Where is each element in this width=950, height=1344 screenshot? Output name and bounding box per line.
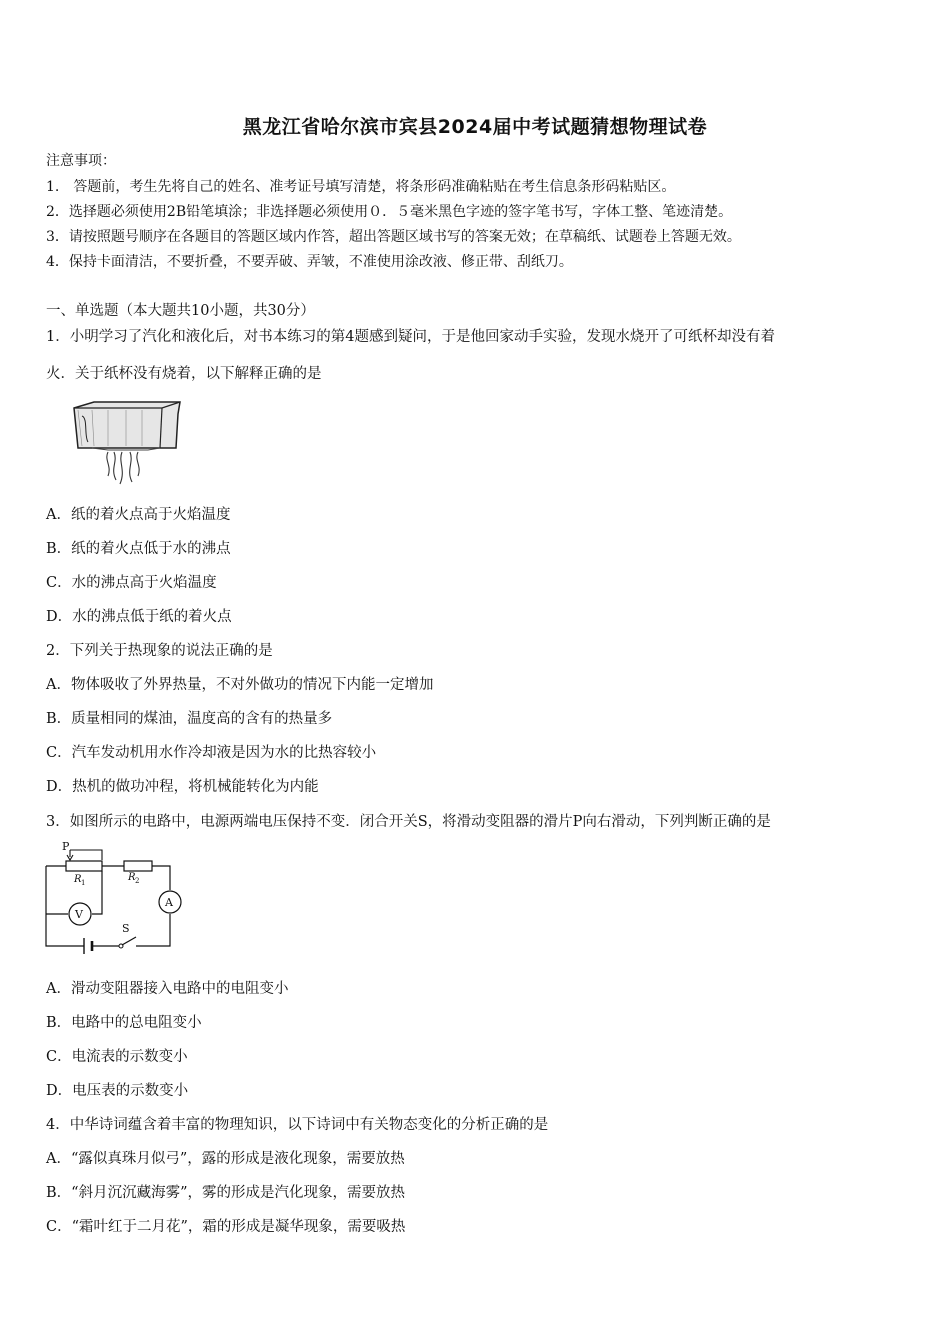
q1-option-a: A．纸的着火点高于火焰温度	[46, 507, 231, 523]
q1-stem-line2: 火．关于纸杯没有烧着，以下解释正确的是	[46, 366, 322, 382]
q1-stem-line1: 1．小明学习了汽化和液化后，对书本练习的第4题感到疑问，于是他回家动手实验，发现水烧开了可纸杯却没有着	[46, 329, 775, 345]
q2-option-a: A．物体吸收了外界热量，不对外做功的情况下内能一定增加	[46, 677, 434, 693]
r1-label: R	[74, 874, 82, 885]
r2-subscript: 2	[135, 877, 140, 885]
notice-heading: 注意事项：	[46, 153, 116, 169]
paper-cup-figure	[68, 396, 188, 492]
page-title: 黑龙江省哈尔滨市宾县2024届中考试题猜想物理试卷	[242, 116, 708, 138]
q4-option-c: C．“霜叶红于二月花”，霜的形成是凝华现象，需要吸热	[46, 1219, 406, 1235]
notice-item-2: 2．选择题必须使用2B铅笔填涂；非选择题必须使用０．５毫米黑色字迹的签字笔书写，字体工整、笔迹清楚。	[46, 204, 733, 220]
q4-stem: 4．中华诗词蕴含着丰富的物理知识，以下诗词中有关物态变化的分析正确的是	[46, 1117, 549, 1133]
q3-option-d: D．电压表的示数变小	[46, 1083, 189, 1099]
section-heading: 一、单选题（本大题共10小题，共30分）	[46, 303, 315, 319]
voltmeter-label: V	[75, 908, 83, 921]
q3-option-b: B．电路中的总电阻变小	[46, 1015, 202, 1031]
slider-p-label: P	[62, 840, 70, 853]
q1-option-c: C．水的沸点高于火焰温度	[46, 575, 217, 591]
r1-subscript: 1	[81, 879, 86, 887]
q1-option-b: B．纸的着火点低于水的沸点	[46, 541, 231, 557]
q2-option-b: B．质量相同的煤油，温度高的含有的热量多	[46, 711, 333, 727]
q2-option-d: D．热机的做功冲程，将机械能转化为内能	[46, 779, 319, 795]
notice-item-4: 4．保持卡面清洁，不要折叠，不要弄破、弄皱，不准使用涂改液、修正带、刮纸刀。	[46, 254, 573, 270]
q3-stem: 3．如图所示的电路中，电源两端电压保持不变．闭合开关S，将滑动变阻器的滑片P向右滑动，下列判断正确的是	[46, 814, 771, 830]
q4-option-b: B．“斜月沉沉藏海雾”，雾的形成是汽化现象，需要放热	[46, 1185, 405, 1201]
q2-stem: 2．下列关于热现象的说法正确的是	[46, 643, 273, 659]
switch-label: S	[122, 922, 130, 935]
circuit-diagram	[40, 838, 200, 956]
q4-option-a: A．“露似真珠月似弓”，露的形成是液化现象，需要放热	[46, 1151, 405, 1167]
notice-item-1: 1. 答题前，考生先将自己的姓名、准考证号填写清楚，将条形码准确粘贴在考生信息条形码粘贴区。	[46, 179, 676, 195]
q3-option-c: C．电流表的示数变小	[46, 1049, 188, 1065]
r2-label: R	[128, 872, 136, 883]
notice-item-3: 3．请按照题号顺序在各题目的答题区域内作答，超出答题区域书写的答案无效；在草稿纸、试题卷上答题无效。	[46, 229, 741, 245]
q2-option-c: C．汽车发动机用水作冷却液是因为水的比热容较小	[46, 745, 377, 761]
ammeter-label: A	[165, 896, 173, 909]
q1-option-d: D．水的沸点低于纸的着火点	[46, 609, 232, 625]
q3-option-a: A．滑动变阻器接入电路中的电阻变小	[46, 981, 289, 997]
